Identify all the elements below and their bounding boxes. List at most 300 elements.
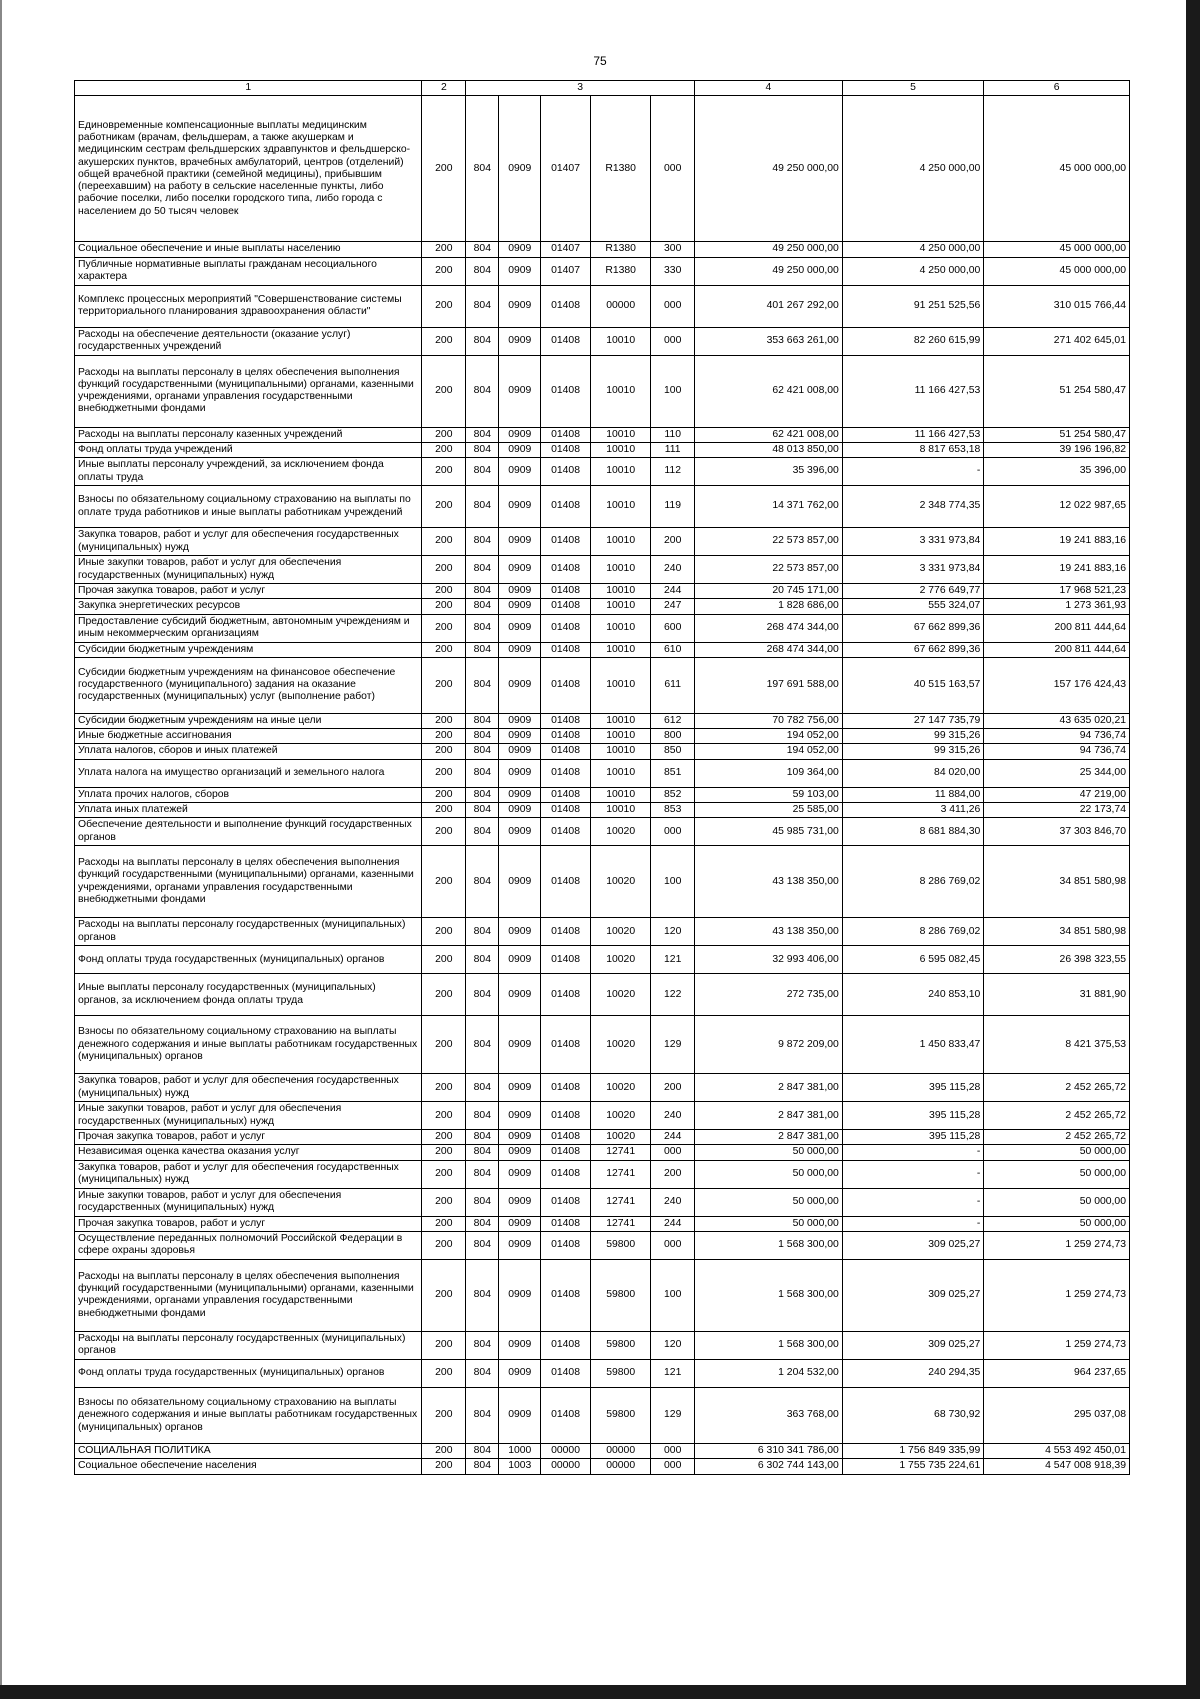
row-code-b: 0909 [499, 1259, 541, 1331]
row-code-d: 10020 [591, 946, 651, 974]
row-amount-col6: 1 259 274,73 [984, 1231, 1130, 1259]
row-admin-code: 200 [422, 713, 466, 728]
row-amount-col6: 50 000,00 [984, 1216, 1130, 1231]
row-name: Уплата налога на имущество организаций и земельного налога [75, 759, 422, 787]
row-code-b: 0909 [499, 946, 541, 974]
row-amount-col6: 295 037,08 [984, 1387, 1130, 1443]
row-admin-code: 200 [422, 1102, 466, 1130]
row-amount-col6: 157 176 424,43 [984, 657, 1130, 713]
row-code-a: 804 [466, 1231, 499, 1259]
row-name: Взносы по обязательному социальному страхованию на выплаты по оплате труда работников и иные выплаты работникам учреждений [75, 486, 422, 528]
header-col-3: 3 [466, 81, 695, 96]
row-amount-col4: 50 000,00 [695, 1188, 843, 1216]
row-name: Иные бюджетные ассигнования [75, 729, 422, 744]
row-code-e: 000 [651, 1231, 695, 1259]
row-code-a: 804 [466, 974, 499, 1016]
row-code-e: 800 [651, 729, 695, 744]
row-amount-col6: 43 635 020,21 [984, 713, 1130, 728]
row-name: Предоставление субсидий бюджетным, автономным учреждениям и иным некоммерческим организациям [75, 614, 422, 642]
row-amount-col4: 1 568 300,00 [695, 1231, 843, 1259]
table-row [75, 657, 1130, 713]
row-code-e: 853 [651, 802, 695, 817]
row-amount-col4: 49 250 000,00 [695, 257, 843, 285]
row-amount-col6: 19 241 883,16 [984, 556, 1130, 584]
row-amount-col5: 67 662 899,36 [842, 642, 983, 657]
row-code-e: 611 [651, 657, 695, 713]
row-name: Закупка товаров, работ и услуг для обеспечения государственных (муниципальных) нужд [75, 1160, 422, 1188]
row-code-c: 01408 [541, 1160, 591, 1188]
table-row [75, 584, 1130, 599]
row-name: Расходы на выплаты персоналу в целях обеспечения выполнения функций государственными (муниципальными) органами, казенными учреждениями, органами управления государственными внебюджетными фондами [75, 355, 422, 427]
row-code-a: 804 [466, 599, 499, 614]
row-amount-col4: 2 847 381,00 [695, 1130, 843, 1145]
row-code-a: 804 [466, 427, 499, 442]
row-code-d: 10010 [591, 584, 651, 599]
row-amount-col4: 70 782 756,00 [695, 713, 843, 728]
row-code-d: 10010 [591, 759, 651, 787]
row-amount-col5: 309 025,27 [842, 1331, 983, 1359]
row-name: Расходы на выплаты персоналу в целях обеспечения выполнения функций государственными (муниципальными) органами, казенными учреждениями, органами управления государственными внебюджетными фондами [75, 1259, 422, 1331]
row-code-b: 0909 [499, 1331, 541, 1359]
row-admin-code: 200 [422, 1231, 466, 1259]
row-name: Прочая закупка товаров, работ и услуг [75, 584, 422, 599]
row-code-b: 0909 [499, 327, 541, 355]
row-name: Взносы по обязательному социальному страхованию на выплаты денежного содержания и иные выплаты работникам государственных (муниципальных) органов [75, 1387, 422, 1443]
row-amount-col5: 240 853,10 [842, 974, 983, 1016]
row-code-b: 0909 [499, 918, 541, 946]
row-amount-col4: 9 872 209,00 [695, 1016, 843, 1074]
row-code-e: 120 [651, 1331, 695, 1359]
row-admin-code: 200 [422, 1145, 466, 1160]
row-code-a: 804 [466, 918, 499, 946]
row-amount-col4: 43 138 350,00 [695, 846, 843, 918]
row-code-d: 10010 [591, 528, 651, 556]
row-name: Иные закупки товаров, работ и услуг для обеспечения государственных (муниципальных) нужд [75, 1188, 422, 1216]
row-code-b: 0909 [499, 584, 541, 599]
budget-table [74, 80, 1130, 1475]
header-row [75, 81, 1130, 96]
row-code-a: 804 [466, 1074, 499, 1102]
header-col-5: 5 [842, 81, 983, 96]
row-code-e: 129 [651, 1016, 695, 1074]
row-code-d: 10010 [591, 614, 651, 642]
row-code-a: 804 [466, 528, 499, 556]
row-code-b: 0909 [499, 614, 541, 642]
row-amount-col5: 3 331 973,84 [842, 528, 983, 556]
row-admin-code: 200 [422, 242, 466, 257]
row-admin-code: 200 [422, 584, 466, 599]
table-row [75, 1259, 1130, 1331]
row-code-c: 01408 [541, 974, 591, 1016]
row-code-e: 111 [651, 442, 695, 457]
row-amount-col4: 197 691 588,00 [695, 657, 843, 713]
row-code-a: 804 [466, 1216, 499, 1231]
row-code-e: 000 [651, 327, 695, 355]
table-row [75, 974, 1130, 1016]
row-amount-col6: 200 811 444,64 [984, 614, 1130, 642]
row-code-d: 10010 [591, 556, 651, 584]
row-code-e: 110 [651, 427, 695, 442]
table-row [75, 486, 1130, 528]
row-code-e: 612 [651, 713, 695, 728]
row-code-c: 01408 [541, 458, 591, 486]
row-admin-code: 200 [422, 528, 466, 556]
row-code-c: 01408 [541, 759, 591, 787]
row-code-d: 10010 [591, 744, 651, 759]
row-code-c: 01408 [541, 802, 591, 817]
row-amount-col6: 37 303 846,70 [984, 818, 1130, 846]
row-code-b: 0909 [499, 96, 541, 242]
table-row [75, 528, 1130, 556]
row-code-c: 01408 [541, 1016, 591, 1074]
table-row [75, 1359, 1130, 1387]
row-code-c: 01408 [541, 556, 591, 584]
row-amount-col5: 4 250 000,00 [842, 96, 983, 242]
row-code-e: 600 [651, 614, 695, 642]
row-admin-code: 200 [422, 1130, 466, 1145]
row-code-c: 01408 [541, 599, 591, 614]
row-code-a: 804 [466, 729, 499, 744]
table-row [75, 802, 1130, 817]
row-code-a: 804 [466, 458, 499, 486]
row-name: Расходы на обеспечение деятельности (оказание услуг) государственных учреждений [75, 327, 422, 355]
row-code-e: 000 [651, 818, 695, 846]
table-row [75, 787, 1130, 802]
row-code-a: 804 [466, 713, 499, 728]
row-code-d: 00000 [591, 1459, 651, 1474]
row-code-c: 01408 [541, 846, 591, 918]
row-amount-col5: 395 115,28 [842, 1102, 983, 1130]
row-code-c: 01408 [541, 1074, 591, 1102]
row-name: Иные закупки товаров, работ и услуг для обеспечения государственных (муниципальных) нужд [75, 556, 422, 584]
row-code-e: 330 [651, 257, 695, 285]
row-code-e: 000 [651, 1145, 695, 1160]
row-code-b: 0909 [499, 1074, 541, 1102]
row-code-c: 00000 [541, 1459, 591, 1474]
table-row [75, 713, 1130, 728]
row-name: Иные выплаты персоналу государственных (муниципальных) органов, за исключением фонда оплаты труда [75, 974, 422, 1016]
row-code-e: 200 [651, 1074, 695, 1102]
row-code-a: 804 [466, 818, 499, 846]
row-name: СОЦИАЛЬНАЯ ПОЛИТИКА [75, 1443, 422, 1458]
table-row [75, 1231, 1130, 1259]
row-admin-code: 200 [422, 285, 466, 327]
row-amount-col6: 51 254 580,47 [984, 427, 1130, 442]
row-code-a: 804 [466, 657, 499, 713]
table-row [75, 355, 1130, 427]
row-code-a: 804 [466, 1130, 499, 1145]
row-admin-code: 200 [422, 846, 466, 918]
row-code-e: 244 [651, 1216, 695, 1231]
row-amount-col4: 45 985 731,00 [695, 818, 843, 846]
row-code-b: 0909 [499, 1216, 541, 1231]
row-code-c: 01408 [541, 713, 591, 728]
row-code-e: 244 [651, 584, 695, 599]
page-number: 75 [593, 54, 607, 68]
row-amount-col5: 99 315,26 [842, 744, 983, 759]
row-code-a: 804 [466, 642, 499, 657]
row-code-c: 01408 [541, 528, 591, 556]
row-amount-col6: 22 173,74 [984, 802, 1130, 817]
row-amount-col5: 309 025,27 [842, 1259, 983, 1331]
row-code-a: 804 [466, 257, 499, 285]
row-code-d: 10010 [591, 713, 651, 728]
row-code-d: 59800 [591, 1259, 651, 1331]
table-row [75, 242, 1130, 257]
row-amount-col5: - [842, 1145, 983, 1160]
row-amount-col6: 34 851 580,98 [984, 918, 1130, 946]
table-row [75, 642, 1130, 657]
row-code-e: 100 [651, 1259, 695, 1331]
row-code-d: 59800 [591, 1231, 651, 1259]
row-amount-col5: 555 324,07 [842, 599, 983, 614]
row-name: Осуществление переданных полномочий Российской Федерации в сфере охраны здоровья [75, 1231, 422, 1259]
row-amount-col4: 2 847 381,00 [695, 1102, 843, 1130]
row-code-a: 804 [466, 96, 499, 242]
row-amount-col6: 4 547 008 918,39 [984, 1459, 1130, 1474]
table-row [75, 556, 1130, 584]
row-code-c: 01408 [541, 729, 591, 744]
row-code-a: 804 [466, 744, 499, 759]
header-col-1: 1 [75, 81, 422, 96]
row-admin-code: 200 [422, 556, 466, 584]
row-admin-code: 200 [422, 614, 466, 642]
row-code-d: 00000 [591, 285, 651, 327]
row-name: Иные закупки товаров, работ и услуг для обеспечения государственных (муниципальных) нужд [75, 1102, 422, 1130]
table-row [75, 846, 1130, 918]
row-amount-col5: 11 884,00 [842, 787, 983, 802]
row-amount-col6: 39 196 196,82 [984, 442, 1130, 457]
row-name: Уплата иных платежей [75, 802, 422, 817]
row-code-d: 59800 [591, 1387, 651, 1443]
row-code-c: 01408 [541, 614, 591, 642]
row-amount-col6: 94 736,74 [984, 729, 1130, 744]
row-code-a: 804 [466, 285, 499, 327]
row-code-b: 0909 [499, 818, 541, 846]
row-code-b: 0909 [499, 1130, 541, 1145]
row-code-d: 59800 [591, 1331, 651, 1359]
table-row [75, 327, 1130, 355]
row-code-c: 01408 [541, 1359, 591, 1387]
table-row [75, 1443, 1130, 1458]
row-code-c: 01408 [541, 442, 591, 457]
row-name: Расходы на выплаты персоналу в целях обеспечения выполнения функций государственными (муниципальными) органами, казенными учреждениями, органами управления государственными внебюджетными фондами [75, 846, 422, 918]
row-code-d: 10020 [591, 918, 651, 946]
row-code-a: 804 [466, 355, 499, 427]
row-code-a: 804 [466, 486, 499, 528]
row-amount-col5: 82 260 615,99 [842, 327, 983, 355]
row-amount-col5: 99 315,26 [842, 729, 983, 744]
row-code-d: R1380 [591, 242, 651, 257]
table-row [75, 744, 1130, 759]
row-amount-col5: - [842, 458, 983, 486]
row-amount-col5: 6 595 082,45 [842, 946, 983, 974]
table-row [75, 918, 1130, 946]
row-name: Закупка энергетических ресурсов [75, 599, 422, 614]
row-code-a: 804 [466, 1259, 499, 1331]
row-admin-code: 200 [422, 1016, 466, 1074]
row-amount-col4: 50 000,00 [695, 1145, 843, 1160]
row-amount-col4: 35 396,00 [695, 458, 843, 486]
row-code-a: 804 [466, 1016, 499, 1074]
row-code-a: 804 [466, 242, 499, 257]
row-code-d: 00000 [591, 1443, 651, 1458]
row-admin-code: 200 [422, 327, 466, 355]
row-name: Субсидии бюджетным учреждениям [75, 642, 422, 657]
row-amount-col6: 4 553 492 450,01 [984, 1443, 1130, 1458]
row-code-c: 01407 [541, 257, 591, 285]
row-code-c: 01408 [541, 584, 591, 599]
row-name: Субсидии бюджетным учреждениям на иные цели [75, 713, 422, 728]
row-code-d: 10010 [591, 327, 651, 355]
row-code-e: 100 [651, 355, 695, 427]
row-amount-col4: 48 013 850,00 [695, 442, 843, 457]
row-amount-col4: 363 768,00 [695, 1387, 843, 1443]
row-code-b: 0909 [499, 257, 541, 285]
row-code-e: 129 [651, 1387, 695, 1443]
row-name: Публичные нормативные выплаты гражданам несоциального характера [75, 257, 422, 285]
table-row [75, 1387, 1130, 1443]
row-amount-col4: 194 052,00 [695, 744, 843, 759]
row-admin-code: 200 [422, 1443, 466, 1458]
row-code-d: 10020 [591, 1016, 651, 1074]
row-amount-col4: 109 364,00 [695, 759, 843, 787]
row-amount-col6: 26 398 323,55 [984, 946, 1130, 974]
row-amount-col5: 2 776 649,77 [842, 584, 983, 599]
row-admin-code: 200 [422, 1259, 466, 1331]
row-amount-col6: 8 421 375,53 [984, 1016, 1130, 1074]
row-amount-col6: 34 851 580,98 [984, 846, 1130, 918]
row-amount-col4: 1 568 300,00 [695, 1259, 843, 1331]
row-amount-col4: 14 371 762,00 [695, 486, 843, 528]
row-amount-col5: 84 020,00 [842, 759, 983, 787]
row-amount-col6: 964 237,65 [984, 1359, 1130, 1387]
row-code-c: 01408 [541, 1231, 591, 1259]
table-row [75, 257, 1130, 285]
row-code-b: 0909 [499, 729, 541, 744]
row-code-c: 01407 [541, 242, 591, 257]
row-code-a: 804 [466, 1443, 499, 1458]
row-code-e: 240 [651, 1102, 695, 1130]
row-code-e: 240 [651, 1188, 695, 1216]
row-code-e: 100 [651, 846, 695, 918]
row-code-b: 0909 [499, 355, 541, 427]
row-code-c: 01408 [541, 1145, 591, 1160]
scan-edge-bottom [0, 1685, 1200, 1699]
row-code-c: 01408 [541, 1188, 591, 1216]
row-code-d: 12741 [591, 1188, 651, 1216]
row-code-a: 804 [466, 1387, 499, 1443]
row-admin-code: 200 [422, 458, 466, 486]
row-amount-col6: 17 968 521,23 [984, 584, 1130, 599]
row-amount-col5: 8 286 769,02 [842, 918, 983, 946]
row-code-c: 01408 [541, 787, 591, 802]
row-name: Уплата прочих налогов, сборов [75, 787, 422, 802]
row-amount-col6: 45 000 000,00 [984, 257, 1130, 285]
row-admin-code: 200 [422, 486, 466, 528]
row-code-b: 0909 [499, 974, 541, 1016]
row-admin-code: 200 [422, 729, 466, 744]
row-code-a: 804 [466, 1188, 499, 1216]
row-amount-col4: 62 421 008,00 [695, 355, 843, 427]
row-admin-code: 200 [422, 1216, 466, 1231]
row-code-c: 01408 [541, 1387, 591, 1443]
row-amount-col5: 27 147 735,79 [842, 713, 983, 728]
row-amount-col5: 240 294,35 [842, 1359, 983, 1387]
row-name: Комплекс процессных мероприятий "Совершенствование системы территориального планирования здравоохранения области" [75, 285, 422, 327]
row-admin-code: 200 [422, 802, 466, 817]
row-amount-col6: 47 219,00 [984, 787, 1130, 802]
row-code-b: 0909 [499, 802, 541, 817]
row-code-d: 10020 [591, 1074, 651, 1102]
table-row [75, 1188, 1130, 1216]
row-code-d: 10010 [591, 802, 651, 817]
row-amount-col6: 31 881,90 [984, 974, 1130, 1016]
row-code-a: 804 [466, 1102, 499, 1130]
row-code-a: 804 [466, 759, 499, 787]
row-amount-col5: 8 817 653,18 [842, 442, 983, 457]
row-code-d: 10010 [591, 642, 651, 657]
row-name: Прочая закупка товаров, работ и услуг [75, 1130, 422, 1145]
row-code-b: 0909 [499, 427, 541, 442]
row-code-d: 12741 [591, 1145, 651, 1160]
row-amount-col4: 2 847 381,00 [695, 1074, 843, 1102]
row-code-b: 0909 [499, 787, 541, 802]
row-code-d: R1380 [591, 257, 651, 285]
row-amount-col4: 1 828 686,00 [695, 599, 843, 614]
row-admin-code: 200 [422, 1387, 466, 1443]
row-code-b: 0909 [499, 744, 541, 759]
row-code-d: 10020 [591, 1130, 651, 1145]
row-amount-col5: 1 755 735 224,61 [842, 1459, 983, 1474]
row-code-a: 804 [466, 442, 499, 457]
row-amount-col6: 25 344,00 [984, 759, 1130, 787]
row-code-b: 0909 [499, 759, 541, 787]
table-row [75, 946, 1130, 974]
row-name: Закупка товаров, работ и услуг для обеспечения государственных (муниципальных) нужд [75, 528, 422, 556]
row-name: Прочая закупка товаров, работ и услуг [75, 1216, 422, 1231]
row-code-d: 10010 [591, 486, 651, 528]
row-code-d: 10010 [591, 442, 651, 457]
row-amount-col6: 2 452 265,72 [984, 1130, 1130, 1145]
row-code-c: 01408 [541, 642, 591, 657]
row-code-d: 10010 [591, 657, 651, 713]
row-code-e: 851 [651, 759, 695, 787]
header-col-6: 6 [984, 81, 1130, 96]
row-code-c: 01408 [541, 327, 591, 355]
table-row [75, 1016, 1130, 1074]
row-code-a: 804 [466, 946, 499, 974]
row-code-b: 1003 [499, 1459, 541, 1474]
row-amount-col5: 395 115,28 [842, 1130, 983, 1145]
row-amount-col4: 22 573 857,00 [695, 528, 843, 556]
table-row [75, 759, 1130, 787]
row-admin-code: 200 [422, 974, 466, 1016]
row-amount-col5: - [842, 1216, 983, 1231]
table-row [75, 614, 1130, 642]
row-code-c: 01408 [541, 1331, 591, 1359]
row-amount-col5: 4 250 000,00 [842, 242, 983, 257]
row-amount-col4: 1 204 532,00 [695, 1359, 843, 1387]
row-code-d: 10010 [591, 427, 651, 442]
row-amount-col5: - [842, 1160, 983, 1188]
row-code-b: 1000 [499, 1443, 541, 1458]
row-admin-code: 200 [422, 427, 466, 442]
row-amount-col6: 1 273 361,93 [984, 599, 1130, 614]
row-code-a: 804 [466, 802, 499, 817]
row-amount-col5: - [842, 1188, 983, 1216]
row-admin-code: 200 [422, 1331, 466, 1359]
